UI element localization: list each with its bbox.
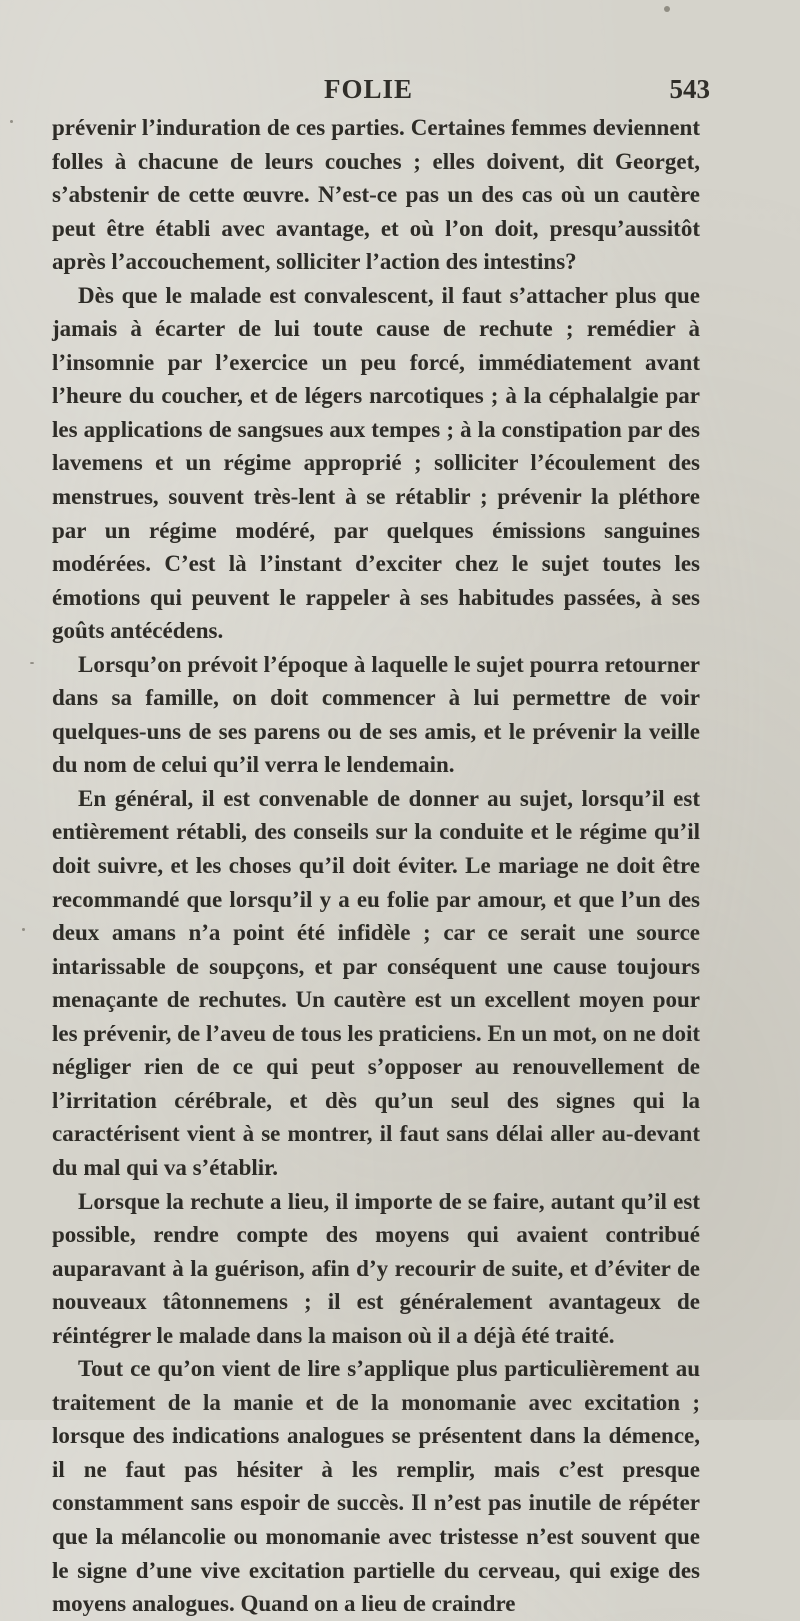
paper-speck — [664, 6, 670, 12]
paragraph: prévenir l’induration de ces parties. Certaines femmes deviennent folles à chacune de leurs couches ; elles doivent, dit Georget, s’abstenir de cette œuvre. N’est-ce pas un des cas où un cautère peut être établi avec avantage, et où l’on doit, presqu’aussitôt après l’accouchement, solliciter l’action des intestins? — [52, 115, 700, 275]
page-header — [54, 74, 714, 114]
body-text — [52, 111, 700, 1621]
paragraph: Dès que le malade est convalescent, il faut s’attacher plus que jamais à écarter de lui toute cause de rechute ; remédier à l’insomnie par l’exercice un peu forcé, immédiatement avant l’heure du coucher, et de légers narcotiques ; à la céphalalgie par les applications de sangsues aux tempes ; à la constipation par des lavemens et un régime approprié ; solliciter l’écoulement des menstrues, souvent très-lent à se rétablir ; prévenir la pléthore par un régime modéré, par quelques émissions sanguines modérées. C’est là l’instant d’exciter chez le sujet toutes les émotions qui peuvent le rappeler à ses habitudes passées, à ses goûts antécédens. — [52, 282, 700, 644]
paper-speck — [22, 928, 25, 931]
paragraph: En général, il est convenable de donner au sujet, lorsqu’il est entièrement rétabli, des conseils sur la conduite et le régime qu’il doit suivre, et les choses qu’il doit éviter. Le mariage ne doit être recommandé que lorsqu’il y a eu folie par amour, et que l’un des deux amans n’a point été infidèle ; car ce serait une source intarissable de soupçons, et par conséquent une cause toujours menaçante de rechutes. Un cautère est un excellent moyen pour les prévenir, de l’aveu de tous les praticiens. En un mot, on ne doit négliger rien de ce qui peut s’opposer au renouvellement de l’irritation cérébrale, et dès qu’un seul des signes qui la caractérisent vient à se montrer, il faut sans délai aller au-devant du mal qui va s’établir. — [52, 785, 700, 1180]
paragraph: Tout ce qu’on vient de lire s’applique plus particulièrement au traitement de la manie et de la monomanie avec excitation ; lorsque des indications analogues se présentent dans la démence, il ne faut pas hésiter à les remplir, mais c’est presque constamment sans espoir de succès. Il n’est pas inutile de répéter que la mélancolie ou monomanie avec tristesse n’est souvent que le signe d’une vive excitation partielle du cerveau, qui exige des moyens analogues. Quand on a lieu de craindre — [52, 1356, 700, 1617]
paper-speck — [478, 1300, 483, 1302]
paper-speck — [30, 662, 34, 664]
paragraph: Lorsque la rechute a lieu, il importe de se faire, autant qu’il est possible, rendre compte des moyens qui avaient contribué auparavant à la guérison, afin d’y recourir de suite, et d’éviter de nouveaux tâtonnemens ; il est généralement avantageux de réintégrer le malade dans la maison où il a déjà été traité. — [52, 1188, 700, 1348]
page-number: 543 — [669, 74, 710, 104]
paragraph: Lorsqu’on prévoit l’époque à laquelle le sujet pourra retourner dans sa famille, on doit commencer à lui permettre de voir quelques-uns de ses parens ou de ses amis, et le prévenir la veille du nom de celui qu’il verra le lendemain. — [52, 651, 700, 778]
paper-speck — [10, 120, 13, 123]
running-head: FOLIE — [324, 74, 414, 104]
